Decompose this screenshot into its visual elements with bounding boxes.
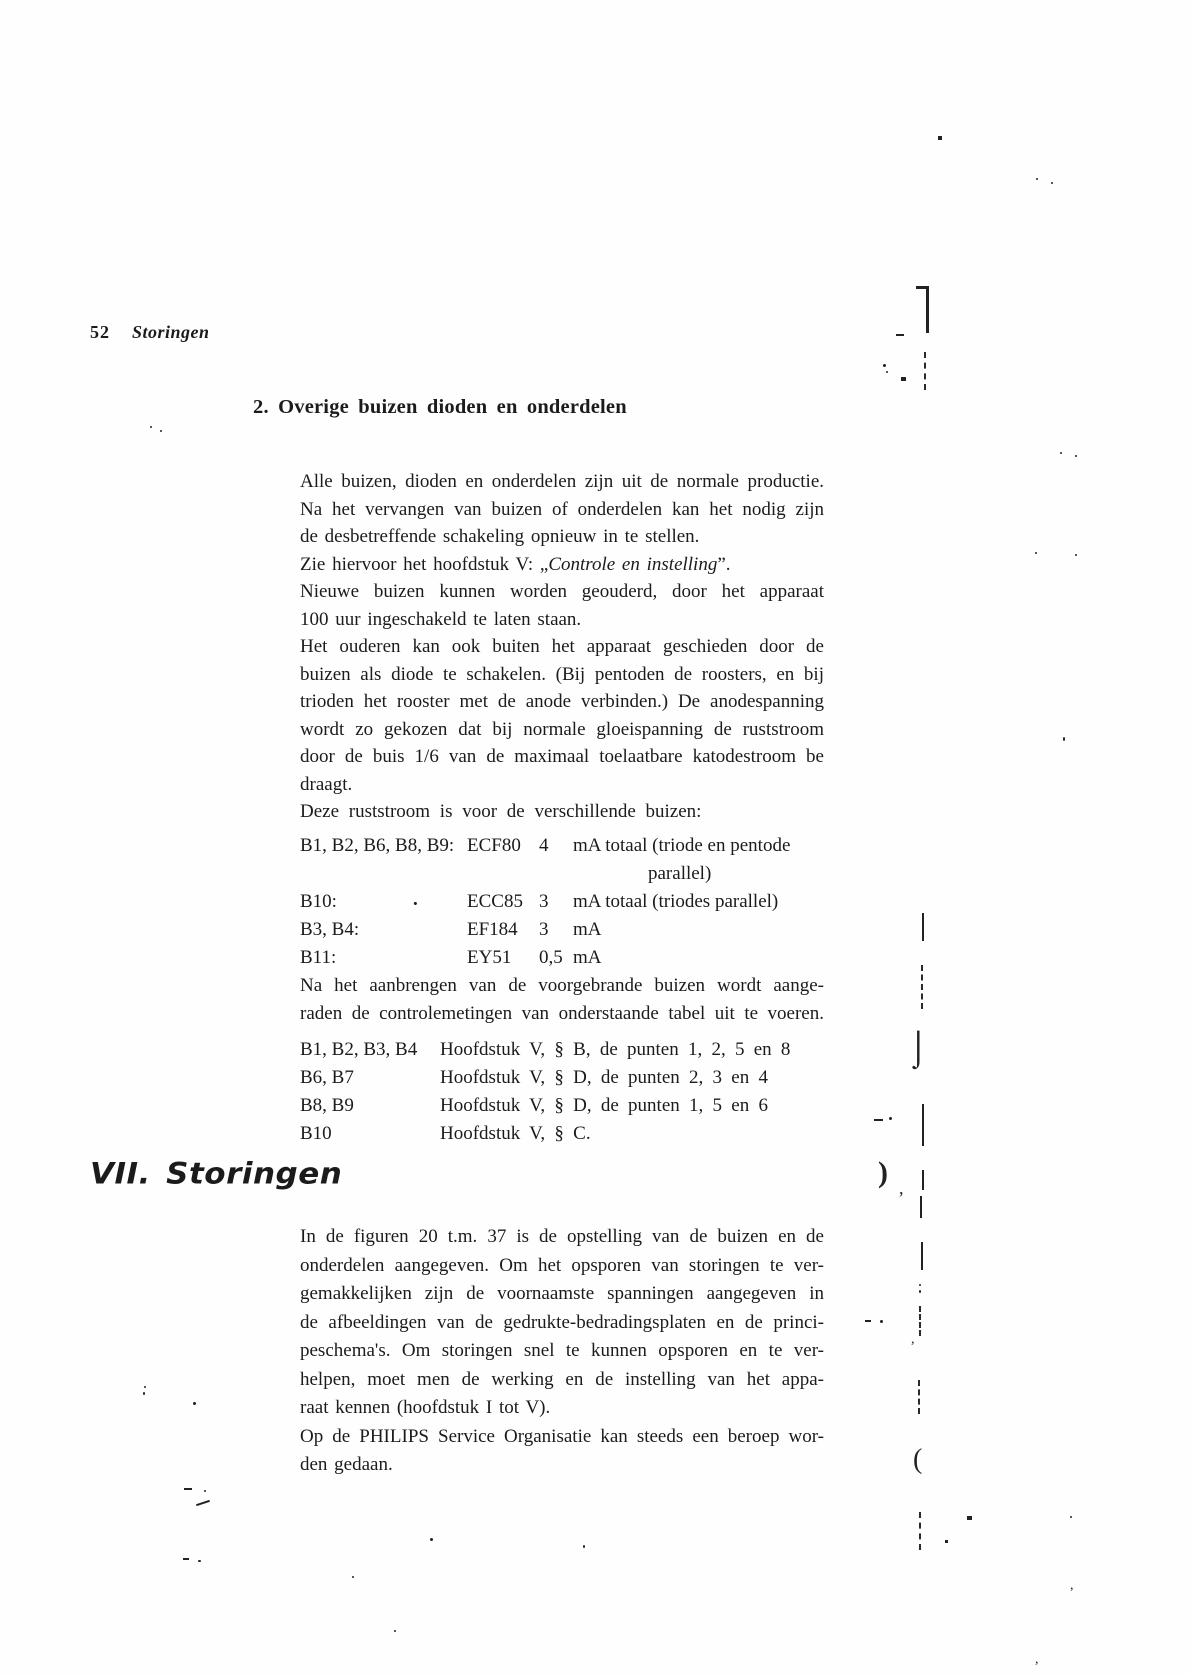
paragraph-line: peschema's. Om storingen snel te kunnen opsporen en te ver- (300, 1340, 824, 1361)
tube-current-table (300, 832, 824, 972)
scan-artifact (144, 1386, 146, 1388)
scan-artifact (922, 913, 924, 941)
scan-artifact (1075, 455, 1077, 457)
scan-artifact: , (1070, 1578, 1074, 1593)
cell-chapter-ref: Hoofdstuk V, § B, de punten 1, 2, 5 en 8 (440, 1039, 791, 1060)
scan-artifact (918, 1380, 920, 1414)
scan-artifact (198, 1560, 201, 1562)
scan-artifact (921, 965, 923, 1009)
scan-artifact: , (899, 1178, 904, 1198)
scan-artifact (919, 1306, 921, 1336)
scan-artifact (945, 1540, 948, 1543)
paragraph-line: draagt. (300, 773, 353, 795)
table-row (300, 944, 824, 972)
scan-artifact (921, 1242, 923, 1270)
scan-artifact (919, 1284, 921, 1286)
cell-tubes: B11: (300, 947, 337, 968)
check-reference-table (300, 1036, 824, 1148)
scan-artifact (150, 426, 152, 428)
scan-artifact (196, 1500, 210, 1506)
table-row (300, 888, 824, 916)
scan-artifact (204, 1490, 206, 1492)
scan-artifact (1075, 554, 1077, 556)
cell-current-desc: mA totaal (triodes parallel) (573, 891, 779, 912)
cell-current-desc: mA (573, 919, 602, 940)
running-title: Storingen (132, 322, 210, 342)
chapter-heading: VII. Storingen (90, 1156, 343, 1192)
scan-artifact (919, 1512, 921, 1550)
paragraph-line: helpen, moet men de werking en de instelling van het appa- (300, 1368, 824, 1390)
scan-artifact: ) (878, 1156, 888, 1189)
scan-artifact (865, 1320, 871, 1322)
paragraph-line: de afbeeldingen van de gedrukte-bedradingsplaten en de princi- (300, 1311, 824, 1333)
scan-artifact (1051, 182, 1053, 184)
scan-artifact (1070, 1516, 1072, 1518)
paragraph-line: gemakkelijken zijn de voornaamste spanningen aangegeven in (300, 1283, 824, 1304)
scan-artifact (922, 1170, 924, 1190)
cell-tubes: B3, B4: (300, 919, 360, 940)
scan-artifact (920, 1196, 922, 1218)
cell-tube-type: ECF80 (467, 835, 521, 856)
scan-artifact (193, 1402, 196, 1405)
paragraph-line: de desbetreffende schakeling opnieuw in te stellen. (300, 526, 700, 547)
scan-artifact (922, 1104, 924, 1146)
table-row (300, 1092, 824, 1120)
scan-artifact (394, 1630, 396, 1632)
scan-artifact: , (1035, 1652, 1039, 1667)
cell-chapter-ref: Hoofdstuk V, § D, de punten 2, 3 en 4 (440, 1067, 768, 1088)
scan-artifact: , (911, 1332, 915, 1347)
quote-pre: Zie hiervoor het hoofdstuk V: „ (300, 553, 549, 575)
paragraph-line: Nieuwe buizen kunnen worden geouderd, door het apparaat (300, 581, 824, 602)
cell-current-desc: mA totaal (triode en pentode (573, 835, 791, 856)
paragraph-line: raden de controlemetingen van onderstaande tabel uit te voeren. (300, 1002, 824, 1024)
cell-tubes: B10: . (300, 888, 467, 916)
cell-current-value: 4 (539, 835, 549, 856)
scan-artifact (874, 1119, 883, 1121)
paragraph-line: buizen als diode te schakelen. (Bij pentoden de roosters, en bij (300, 663, 824, 685)
cell-current-desc: mA (573, 947, 602, 968)
scan-artifact (967, 1516, 972, 1520)
cell-tubes: B1, B2, B3, B4 (300, 1039, 418, 1060)
cell-chapter-ref: Hoofdstuk V, § D, de punten 1, 5 en 6 (440, 1095, 768, 1116)
cell-tube-type: ECC85 (467, 891, 523, 912)
scan-artifact (430, 1538, 433, 1541)
scan-artifact: ⌡ (908, 1030, 929, 1067)
scan-artifact (938, 136, 942, 140)
scan-artifact (889, 1117, 892, 1120)
scan-artifact (901, 377, 906, 381)
paragraph-line: Na het vervangen van buizen of onderdelen kan het nodig zijn (300, 498, 824, 520)
paragraph-line: 100 uur ingeschakeld te laten staan. (300, 608, 582, 630)
cell-tubes: B6, B7 (300, 1067, 354, 1088)
scan-artifact (896, 334, 904, 336)
running-head (90, 322, 210, 343)
paragraph-line: Alle buizen, dioden en onderdelen zijn uit de normale productie. (300, 471, 824, 492)
scan-artifact (926, 286, 929, 333)
paragraph-line: In de figuren 20 t.m. 37 is de opstelling van de buizen en de (300, 1226, 824, 1247)
paragraph-line: trioden het rooster met de anode verbinden.) De anodespanning (300, 691, 824, 712)
cell-current-value: 3 (539, 919, 549, 940)
table-row (300, 1036, 824, 1064)
scan-artifact: ( (913, 1444, 923, 1475)
scan-artifact (143, 1392, 145, 1395)
paragraph-line: raat kennen (hoofdstuk I tot V). (300, 1397, 551, 1418)
current-table-intro-wrap (300, 798, 824, 826)
paragraph-line: onderdelen aangegeven. Om het opsporen van storingen te ver- (300, 1254, 824, 1276)
paragraph-line: Op de PHILIPS Service Organisatie kan steeds een beroep wor- (300, 1425, 824, 1447)
scan-artifact (183, 1558, 189, 1560)
paragraph-line: wordt zo gekozen dat bij normale gloeispanning de ruststroom (300, 718, 824, 740)
paragraph-storingen (300, 1223, 824, 1480)
cell-current-value: 3 (539, 891, 549, 912)
scan-artifact (880, 1320, 883, 1323)
table-row (300, 1120, 824, 1148)
paragraph-tubes-general (300, 468, 824, 798)
scan-artifact (883, 364, 886, 367)
scan-artifact (1035, 552, 1037, 554)
paragraph-line: Het ouderen kan ook buiten het apparaat geschieden door de (300, 636, 824, 657)
cell-tubes: B8, B9 (300, 1095, 354, 1116)
cell-tube-type: EY51 (467, 947, 512, 968)
paragraph-line: door de buis 1/6 van de maximaal toelaatbare katodestroom be (300, 746, 824, 767)
scan-artifact (352, 1576, 354, 1578)
table-row (300, 1064, 824, 1092)
scan-artifact (924, 352, 926, 390)
stray-ink-dot: . (413, 889, 418, 910)
scan-artifact (886, 371, 888, 373)
cell-chapter-ref: Hoofdstuk V, § C. (440, 1123, 591, 1144)
section-heading: 2. Overige buizen dioden en onderdelen (253, 396, 627, 418)
current-table-intro: Deze ruststroom is voor de verschillende buizen: (300, 801, 702, 822)
cell-tubes: B1, B2, B6, B8, B9: (300, 835, 455, 856)
page-number: 52 (90, 322, 110, 342)
paragraph-line: Na het aanbrengen van de voorgebrande buizen wordt aange- (300, 975, 824, 996)
quote-post: ”. (717, 553, 731, 575)
scan-artifact (160, 430, 162, 432)
quote-italic: Controle en instelling (548, 553, 718, 575)
scan-artifact (1060, 452, 1062, 454)
cell-current-desc-continuation: parallel) (648, 863, 712, 884)
scan-artifact (1036, 178, 1038, 180)
paragraph-line-quote (300, 551, 824, 579)
cell-tubes: B10 (300, 1123, 332, 1144)
paragraph-line: den gedaan. (300, 1454, 393, 1475)
cell-current-value: 0,5 (539, 947, 563, 968)
scan-artifact (1063, 737, 1065, 741)
scan-artifact (184, 1488, 192, 1490)
table-row (300, 832, 824, 884)
scan-artifact (919, 1290, 921, 1293)
cell-tube-type: EF184 (467, 919, 518, 940)
table-row (300, 916, 824, 944)
scan-artifact (583, 1545, 585, 1548)
paragraph-check-intro (300, 972, 824, 1027)
